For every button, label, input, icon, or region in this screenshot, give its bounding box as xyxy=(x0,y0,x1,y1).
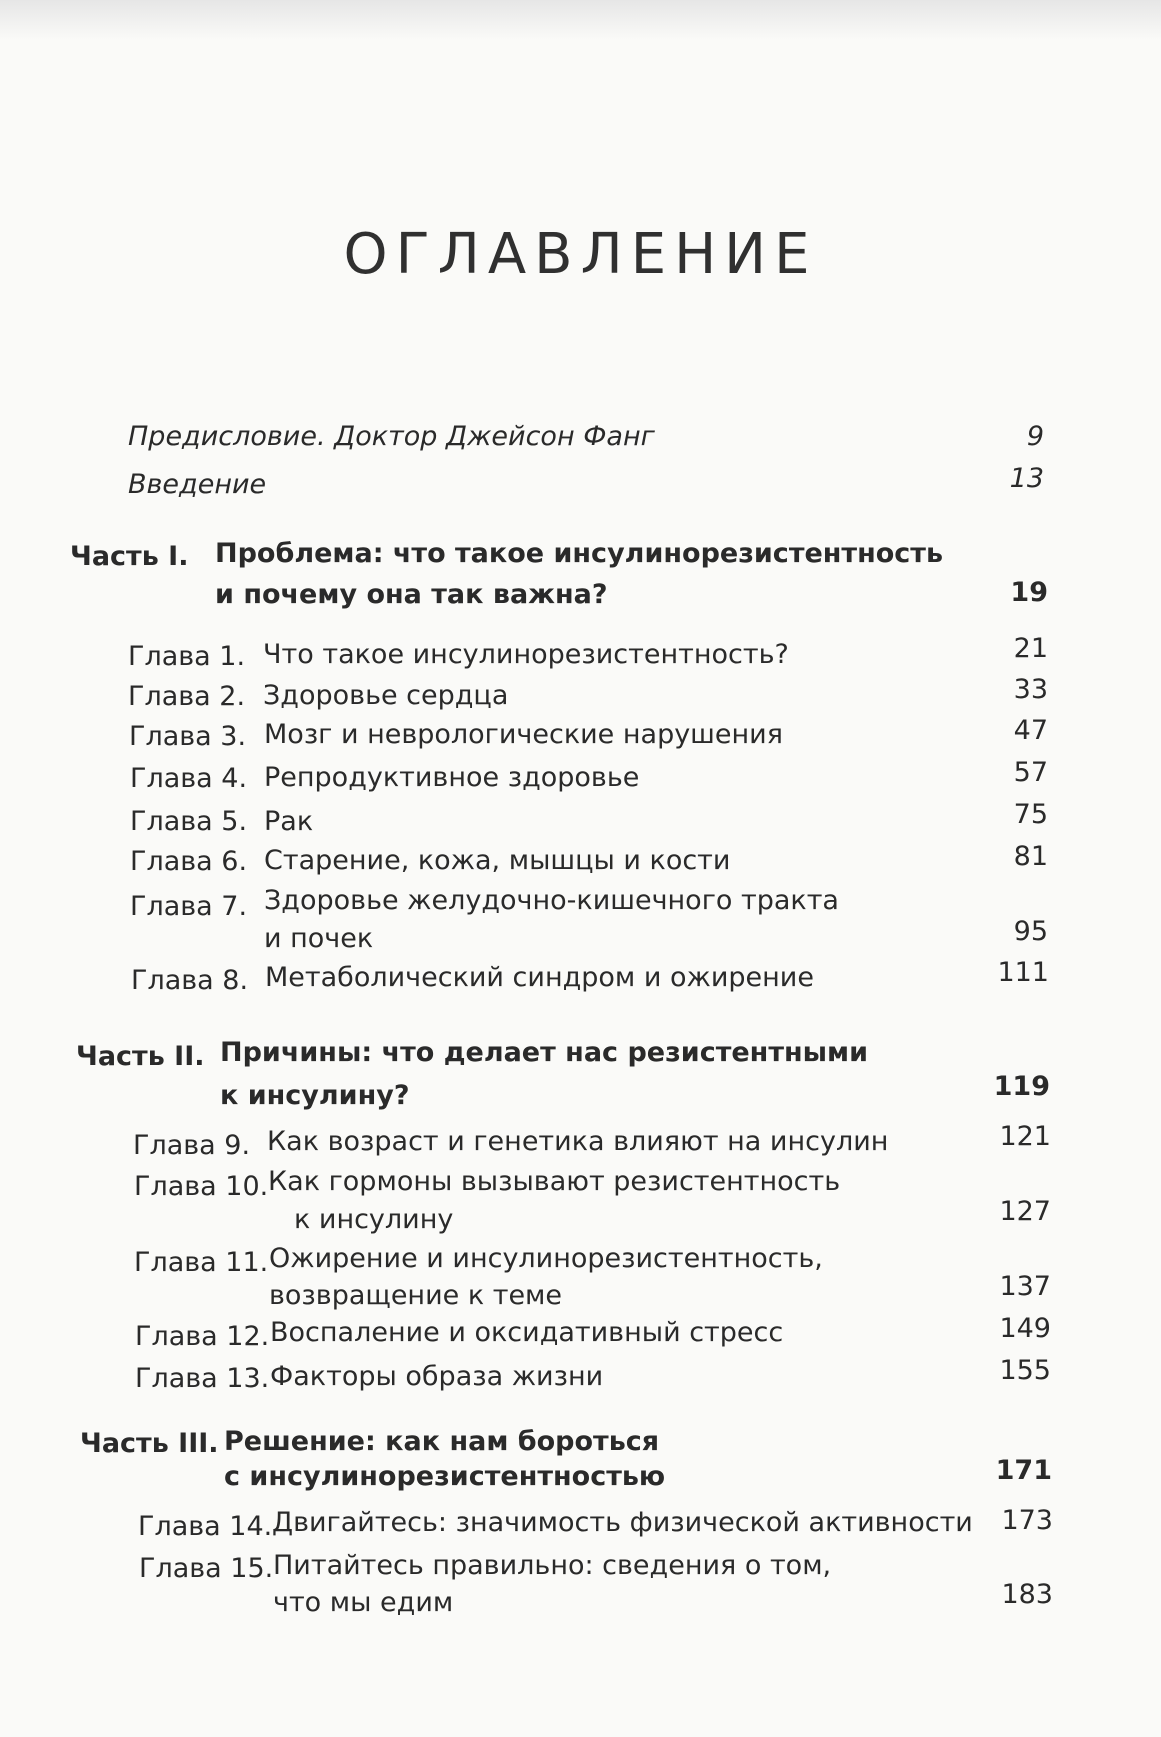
chapter-title-line: Мозг и неврологические нарушения xyxy=(264,719,783,750)
chapter-page: 81 xyxy=(1013,841,1048,872)
part-title-line: Проблема: что такое инсулинорезистентность xyxy=(215,538,944,569)
chapter-label: Глава 14. xyxy=(138,1511,273,1542)
chapter-label: Глава 5. xyxy=(130,806,248,837)
chapter-page: 183 xyxy=(1001,1579,1053,1610)
part-label: Часть I. xyxy=(70,541,189,572)
chapter-title-line: и почек xyxy=(264,923,374,954)
part-title-line: и почему она так важна? xyxy=(215,579,608,610)
chapter-label: Глава 13. xyxy=(135,1363,270,1394)
chapter-title-line: Рак xyxy=(264,806,314,837)
chapter-title-line: Факторы образа жизни xyxy=(270,1361,604,1392)
part-label: Часть II. xyxy=(76,1041,205,1072)
chapter-page: 95 xyxy=(1013,916,1048,947)
part-title-line: к инсулину? xyxy=(220,1080,410,1111)
chapter-page: 75 xyxy=(1013,799,1048,830)
chapter-label: Глава 10. xyxy=(134,1171,269,1202)
chapter-label: Глава 12. xyxy=(135,1321,270,1352)
chapter-label: Глава 1. xyxy=(128,641,246,672)
chapter-page: 137 xyxy=(999,1271,1051,1302)
chapter-label: Глава 2. xyxy=(128,681,246,712)
part-title-line: с инсулинорезистентностью xyxy=(224,1461,666,1492)
chapter-title-line: Воспаление и оксидативный стресс xyxy=(270,1317,784,1348)
front-item-page: 9 xyxy=(1026,421,1044,452)
chapter-page: 47 xyxy=(1013,715,1048,746)
chapter-label: Глава 11. xyxy=(134,1247,269,1278)
chapter-label: Глава 9. xyxy=(133,1130,251,1161)
front-item-label: Введение xyxy=(128,469,267,500)
chapter-title-line: Ожирение и инсулинорезистентность, xyxy=(269,1243,823,1274)
chapter-title-line: Здоровье сердца xyxy=(263,680,509,711)
part-title-line: Решение: как нам бороться xyxy=(224,1426,660,1457)
chapter-label: Глава 4. xyxy=(130,763,248,794)
chapter-title-line: что мы едим xyxy=(273,1587,454,1618)
part-page: 119 xyxy=(993,1071,1050,1102)
part-label: Часть III. xyxy=(80,1428,219,1459)
chapter-title-line: Старение, кожа, мышцы и кости xyxy=(264,845,731,876)
page-title: ОГЛАВЛЕНИЕ xyxy=(343,222,818,287)
chapter-title-line: к инсулину xyxy=(294,1204,454,1235)
chapter-page: 155 xyxy=(999,1355,1051,1386)
chapter-title-line: Что такое инсулинорезистентность? xyxy=(263,639,789,670)
chapter-page: 111 xyxy=(997,957,1049,988)
part-title-line: Причины: что делает нас резистентными xyxy=(220,1037,869,1068)
part-page: 19 xyxy=(1010,577,1048,608)
chapter-page: 21 xyxy=(1013,633,1048,664)
front-item-page: 13 xyxy=(1009,463,1044,494)
chapter-page: 173 xyxy=(1001,1505,1053,1536)
chapter-label: Глава 15. xyxy=(139,1553,274,1584)
chapter-title-line: Как гормоны вызывают резистентность xyxy=(268,1166,841,1197)
chapter-title-line: Репродуктивное здоровье xyxy=(264,762,640,793)
chapter-title-line: Питайтесь правильно: сведения о том, xyxy=(273,1550,832,1581)
chapter-label: Глава 7. xyxy=(130,891,248,922)
chapter-page: 149 xyxy=(999,1313,1051,1344)
page-edge-shadow xyxy=(0,0,1161,40)
chapter-label: Глава 8. xyxy=(131,965,249,996)
chapter-title-line: Метаболический синдром и ожирение xyxy=(265,962,814,993)
chapter-page: 127 xyxy=(999,1196,1051,1227)
front-item-label: Предисловие. Доктор Джейсон Фанг xyxy=(128,421,655,452)
chapter-page: 33 xyxy=(1013,674,1048,705)
chapter-title-line: Здоровье желудочно-кишечного тракта xyxy=(264,885,839,916)
chapter-label: Глава 6. xyxy=(130,846,248,877)
chapter-title-line: возвращение к теме xyxy=(269,1280,563,1311)
chapter-page: 121 xyxy=(999,1121,1051,1152)
chapter-title-line: Как возраст и генетика влияют на инсулин xyxy=(267,1126,889,1157)
chapter-title-line: Двигайтесь: значимость физической активности xyxy=(272,1507,973,1538)
chapter-label: Глава 3. xyxy=(129,721,247,752)
chapter-page: 57 xyxy=(1013,757,1048,788)
part-page: 171 xyxy=(995,1455,1052,1486)
